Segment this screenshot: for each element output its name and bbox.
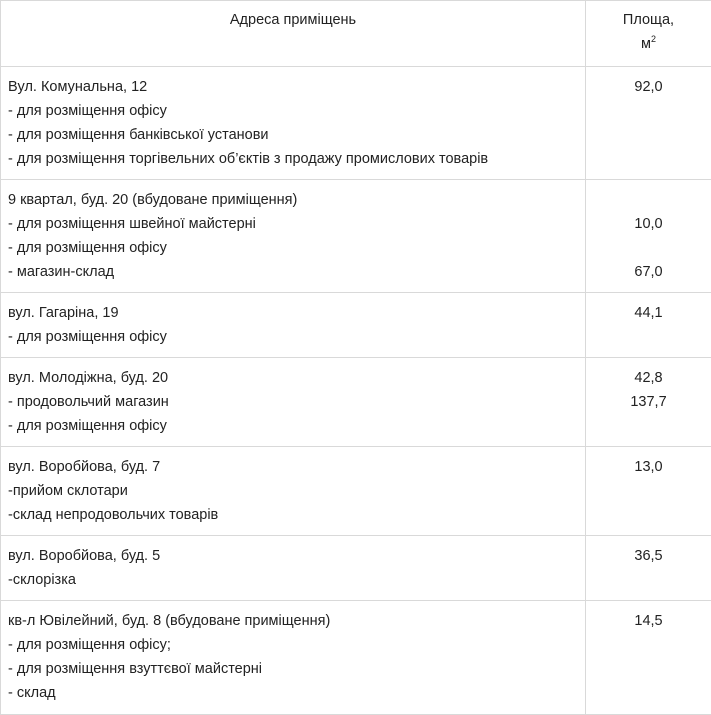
address-cell	[1, 293, 586, 358]
table-row	[1, 180, 711, 293]
area-cell	[586, 536, 711, 601]
area-value	[593, 188, 704, 212]
address-line: - для розміщення взуттєвої майстерні	[8, 657, 578, 681]
address-line: - для розміщення офісу	[8, 99, 578, 123]
area-unit-superscript: 2	[651, 34, 656, 44]
address-line: - для розміщення торгівельних об’єктів з продажу промислових товарів	[8, 147, 578, 171]
address-line: 9 квартал, буд. 20 (вбудоване приміщення)	[8, 188, 578, 212]
address-line: Вул. Комунальна, 12	[8, 75, 578, 99]
address-line: - склад	[8, 681, 578, 705]
address-line: -склад непродовольчих товарів	[8, 503, 578, 527]
address-cell	[1, 358, 586, 447]
address-line: - для розміщення офісу	[8, 414, 578, 438]
area-value: 67,0	[593, 260, 704, 284]
area-value: 10,0	[593, 212, 704, 236]
area-unit: м	[641, 36, 651, 52]
address-line: вул. Гагаріна, 19	[8, 301, 578, 325]
address-line: - магазин-склад	[8, 260, 578, 284]
area-value: 137,7	[593, 390, 704, 414]
address-line: кв-л Ювілейний, буд. 8 (вбудоване приміщення)	[8, 609, 578, 633]
area-cell	[586, 447, 711, 536]
address-line: вул. Молодіжна, буд. 20	[8, 366, 578, 390]
area-value: 42,8	[593, 366, 704, 390]
address-line: - продовольчий магазин	[8, 390, 578, 414]
area-value	[593, 236, 704, 260]
address-cell	[1, 67, 586, 180]
address-cell	[1, 536, 586, 601]
area-value: 36,5	[593, 544, 704, 568]
address-line: вул. Воробйова, буд. 5	[8, 544, 578, 568]
area-value: 13,0	[593, 455, 704, 479]
address-column-header	[1, 1, 586, 67]
area-column-header-label: Площа,	[593, 9, 704, 33]
area-cell	[586, 293, 711, 358]
table-row	[1, 447, 711, 536]
table-row	[1, 601, 711, 715]
address-line: - для розміщення банківської установи	[8, 123, 578, 147]
address-line: вул. Воробйова, буд. 7	[8, 455, 578, 479]
address-line: - для розміщення офісу	[8, 236, 578, 260]
area-cell	[586, 67, 711, 180]
table-header-row	[1, 1, 711, 67]
address-line: -склорізка	[8, 568, 578, 592]
table-row	[1, 293, 711, 358]
address-line: -прийом склотари	[8, 479, 578, 503]
address-cell	[1, 180, 586, 293]
area-value: 44,1	[593, 301, 704, 325]
table-row	[1, 67, 711, 180]
address-line: - для розміщення швейної майстерні	[8, 212, 578, 236]
area-column-header	[586, 1, 711, 67]
table-row	[1, 536, 711, 601]
area-cell	[586, 358, 711, 447]
area-value: 92,0	[593, 75, 704, 99]
table-row	[1, 358, 711, 447]
area-column-header-unit	[593, 33, 704, 57]
area-cell	[586, 180, 711, 293]
address-column-header-label: Адреса приміщень	[230, 12, 356, 28]
area-value: 14,5	[593, 609, 704, 633]
address-line: - для розміщення офісу	[8, 325, 578, 349]
address-cell	[1, 447, 586, 536]
area-cell	[586, 601, 711, 715]
address-line: - для розміщення офісу;	[8, 633, 578, 657]
address-cell	[1, 601, 586, 715]
